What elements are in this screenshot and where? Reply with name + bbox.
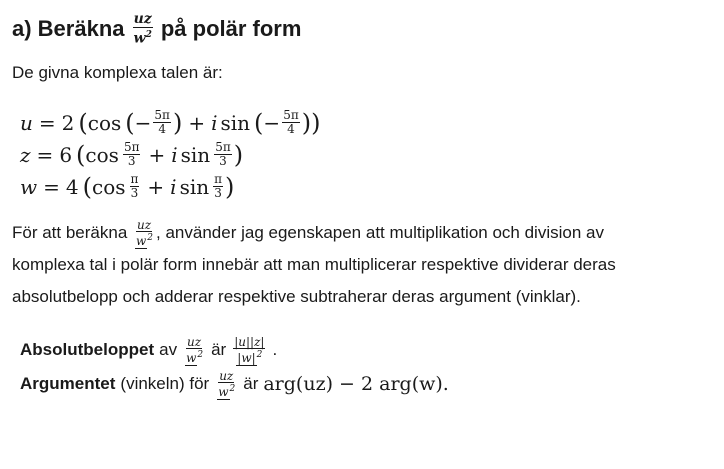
section-heading — [12, 12, 712, 47]
intro-text: De givna komplexa talen är: — [12, 62, 223, 82]
heading-prefix: a) Beräkna — [12, 16, 125, 42]
absolute-value-label: Absolutbeloppet — [20, 339, 155, 359]
heading-frac-numerator: uz — [133, 11, 152, 27]
equation-w: w = 4 ( cos $\frac{\pi}{3}$ + i sin $\frac{\pi}{3}$ ) — [20, 172, 235, 201]
equation-u: u = 2 ( cos ( − $\frac{5\pi}{4}$ ) + i sin ( − $\frac{5\pi}{4}$ )) — [20, 108, 321, 137]
heading-frac-denominator: $w^2$ — [133, 30, 152, 47]
absolute-value-fraction: $\frac{|u||z|}{|w|^2}$ — [234, 334, 265, 365]
content — [12, 12, 712, 401]
equation-z: z = 6 ( cos $\frac{5\pi}{3}$ + i sin $\frac{5\pi}{3}$ ) — [20, 140, 244, 169]
argument-label: Argumentet — [20, 373, 116, 393]
explanation-line-3: absolutbelopp och adderar respektive subtraherar deras argument (vinklar). — [12, 286, 581, 306]
explanation-line-1: För att beräkna $\frac{uz}{w^2}$ , använder jag egenskapen att multiplikation och division av — [12, 218, 604, 249]
explanation-fraction: $\frac{uz}{w^2}$ — [136, 218, 154, 249]
explanation-line-2: komplexa tal i polär form innebär att man multiplicerar respektive dividerar deras — [12, 254, 616, 274]
absolute-value-line: Absolutbeloppet av $\frac{uz}{w^2}$ är $\frac{|u||z|}{|w|^2}$ . — [20, 334, 278, 365]
argument-expression: arg(uz) − 2 arg(w). — [263, 372, 449, 395]
results — [20, 333, 712, 401]
equation-block — [20, 107, 712, 203]
argument-line: Argumentet (vinkeln) för $\frac{uz}{w^2}$ är arg(uz) − 2 arg(w). — [20, 368, 449, 399]
heading-suffix: på polär form — [160, 16, 302, 42]
heading-fraction — [133, 12, 153, 47]
